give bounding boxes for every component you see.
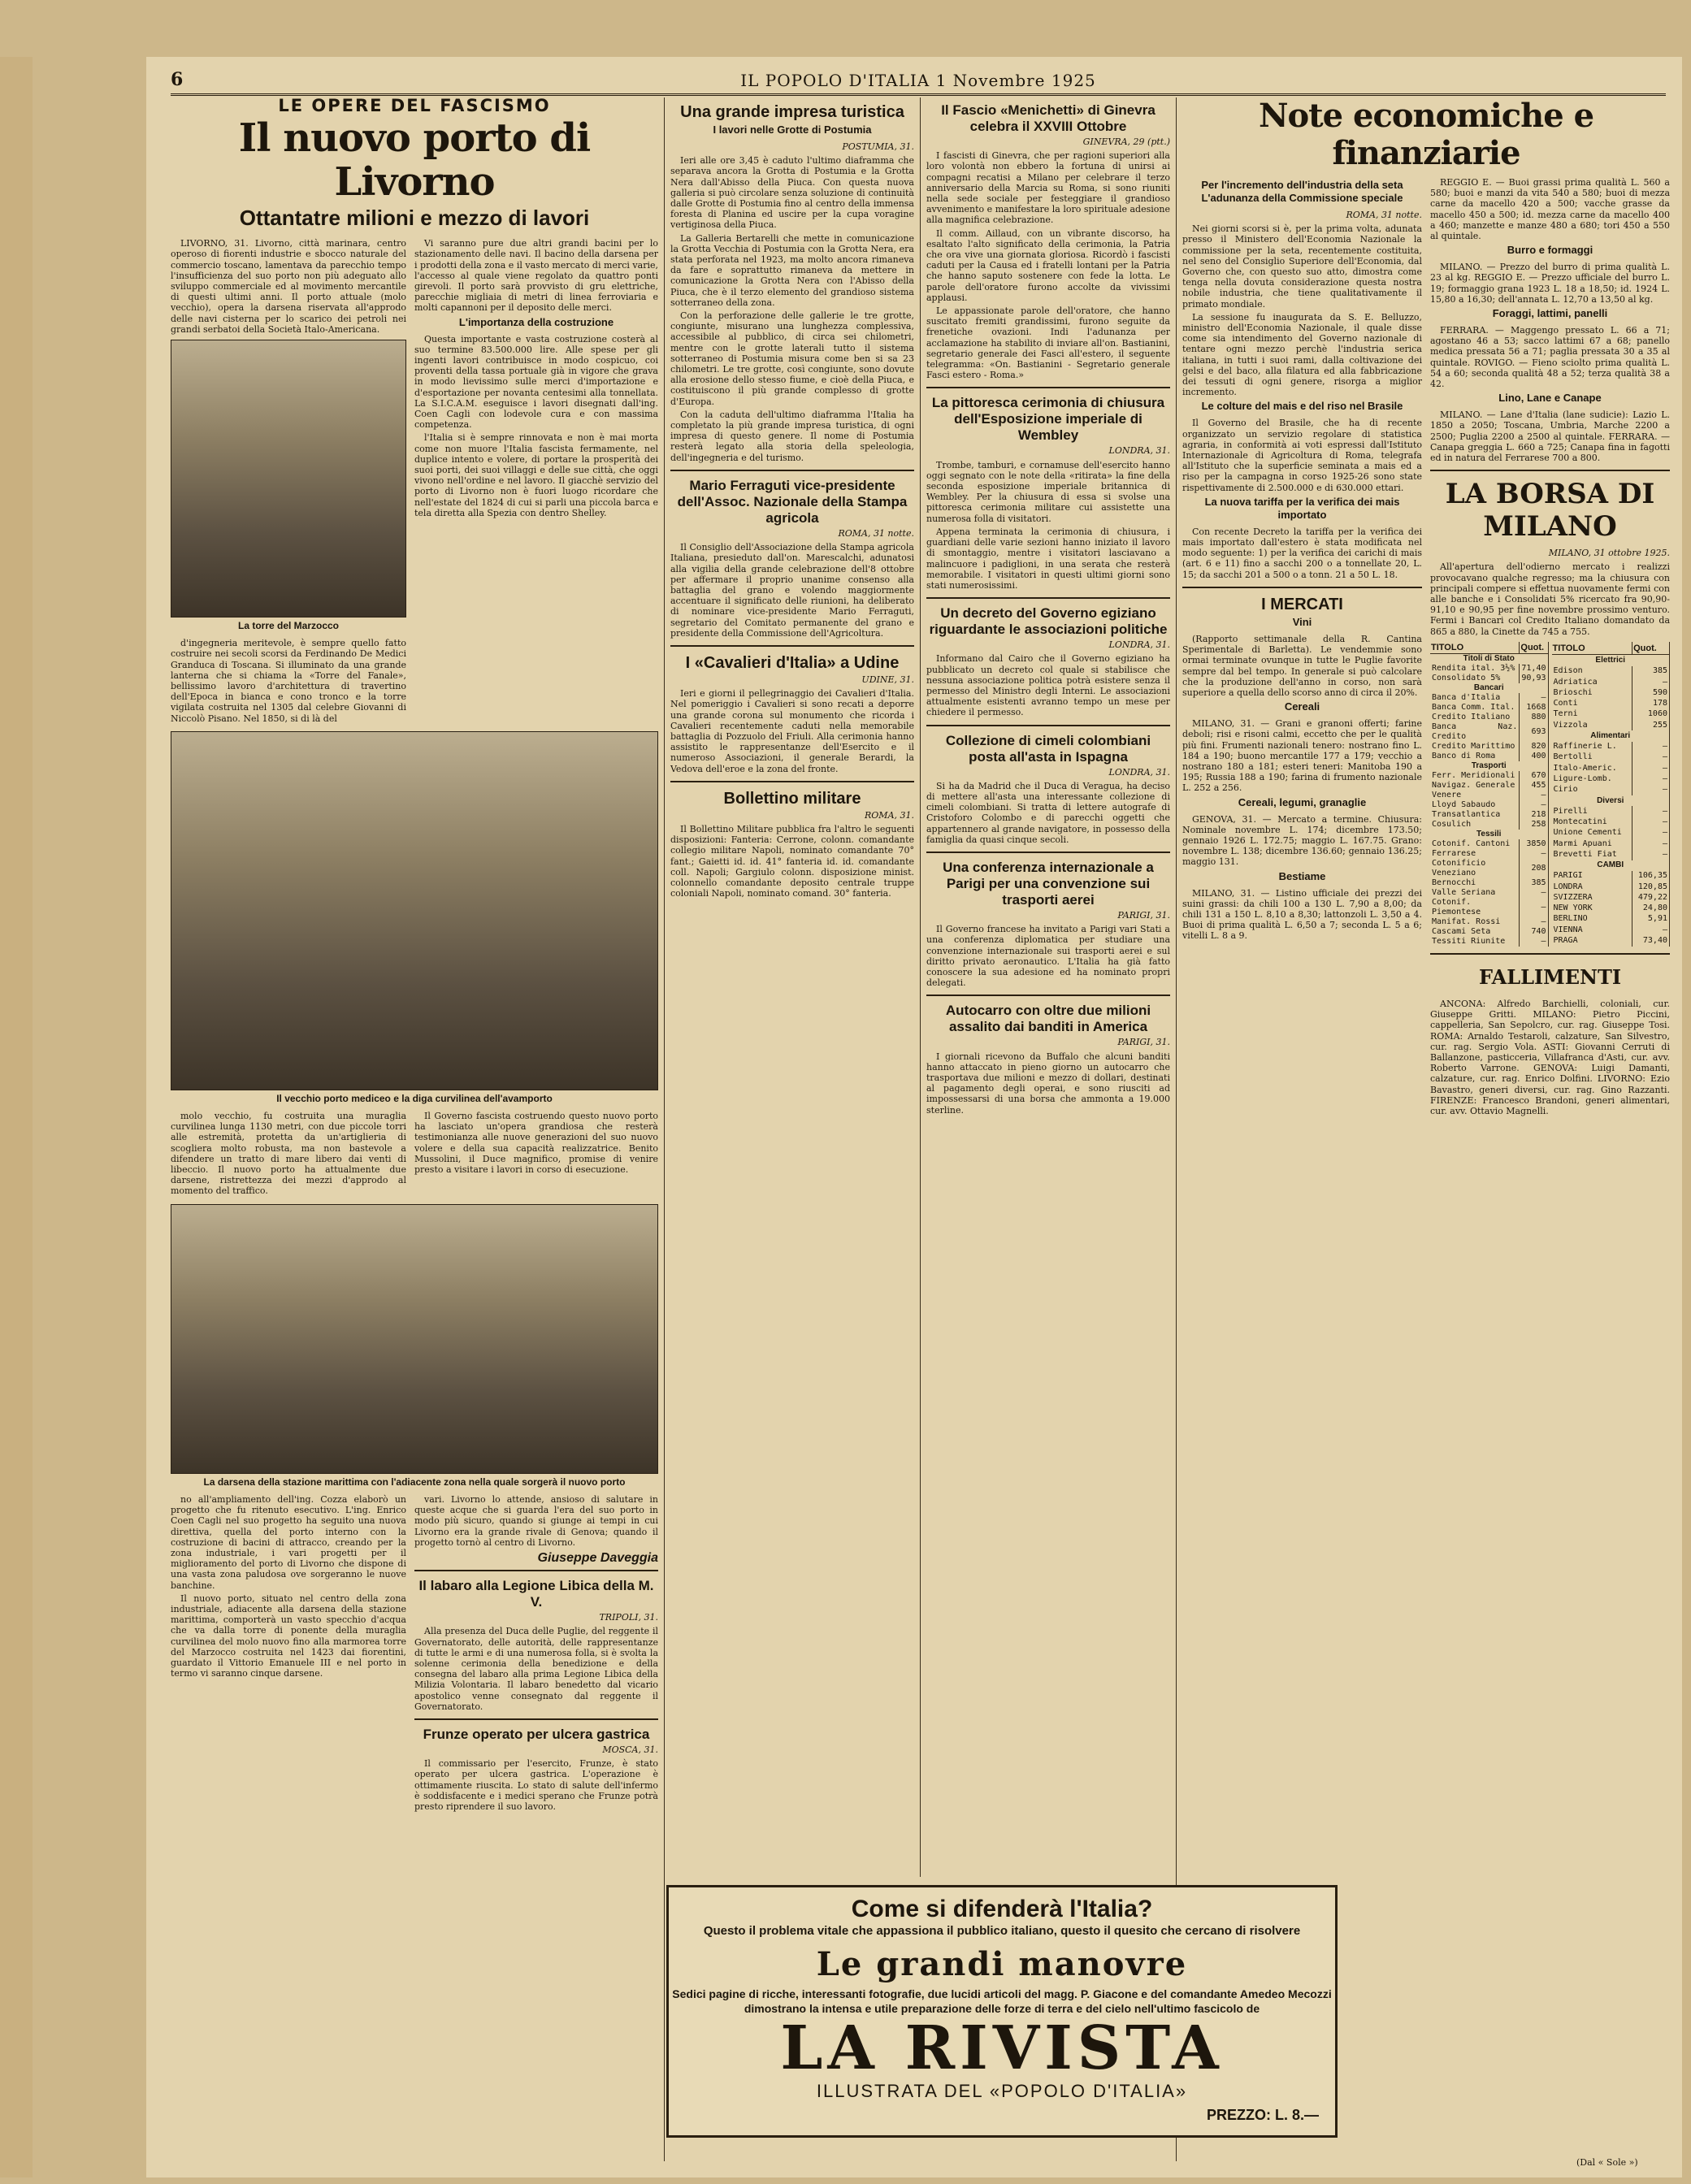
article-paragraph: Informano dal Cairo che il Governo egiziano ha pubblicato un decreto col quale si stabilisce che nessuna associazione politica potrà esistere senza il permesso del Ministro degli Interni. Le associazioni attualmente esistenti avranno tempo un mese per chiedere il permesso. xyxy=(926,653,1170,718)
article-paragraph: vari. Livorno lo attende, ansioso di salutare in queste acque che si guarda l'era del suo porto in modo più sicuro, quando si giunge ai tempi in cui Livorno era la grande rivale di Genova; quando il progetto tornò al centro di Livorno. xyxy=(414,1493,658,1548)
quotation: — xyxy=(1520,800,1548,810)
dateline: PARIGI, 31. xyxy=(1117,1037,1170,1048)
divider xyxy=(926,725,1170,726)
quotation: 5,91 xyxy=(1632,914,1670,925)
security-name: Ferr. Meridionali xyxy=(1430,771,1520,781)
security-name: Bertolli xyxy=(1552,752,1632,763)
article-paragraph: Il Governo francese ha invitato a Parigi vari Stati a una conferenza diplomatica per studiare una convenzione internazionale sui trasporti aerei e sul diritto privato aeronautico. L'Italia ha già fatto conoscere la sua adesione ed ha nominato propri delegati. xyxy=(926,924,1170,989)
table-section-label: Elettrici xyxy=(1552,655,1670,666)
ad-headline: Come si difenderà l'Italia? xyxy=(851,1896,1153,1922)
quotation: — xyxy=(1632,828,1670,838)
grotte-column xyxy=(670,98,914,1877)
quotation: — xyxy=(1520,849,1548,859)
photo-darsena xyxy=(171,1204,658,1474)
security-name: SVIZZERA xyxy=(1552,892,1632,903)
divider xyxy=(1182,587,1422,588)
table-section-label: CAMBI xyxy=(1552,860,1670,871)
quotation: 3850 xyxy=(1520,839,1548,849)
article-paragraph: FERRARA. — Maggengo pressato L. 66 a 71; agostano 46 a 53; sacco lattimi 67 a 68; panello medica pressata 56 a 71; paglia pressata 30 a 35 al quintale. ROVIGO. — Fieno sciolto prima qualità L. 54 a 60; seconda qualità 48 a 52; terza qualità 38 a 42. xyxy=(1430,325,1670,390)
security-name: Credito Italiano xyxy=(1430,713,1520,722)
subheading: Burro e formaggi xyxy=(1507,244,1593,257)
article-title: Il labaro alla Legione Libica della M. V. xyxy=(418,1578,654,1610)
table-row xyxy=(1430,674,1548,683)
article-title: La pittoresca cerimonia di chiusura dell'Esposizione imperiale di Wembley xyxy=(931,395,1165,444)
quotation: — xyxy=(1632,925,1670,935)
article-subtitle: I lavori nelle Grotte di Postumia xyxy=(713,124,872,136)
quotation: — xyxy=(1632,677,1670,687)
article-title: Una conferenza internazionale a Parigi per una convenzione sui trasporti aerei xyxy=(943,859,1154,908)
article-paragraph: Vi saranno pure due altri grandi bacini per lo stazionamento delle navi. Il bacino della darsena per i prodotti della zona e il vasto mercato di merci varie, l'accesso al quale viene regolato da quattro ponti girevoli. Il porto sarà provvisto di gru elettriche, parecchie migliaia di metri di linea ferroviaria e molti capannoni per il deposito delle merci. xyxy=(414,238,658,314)
article-paragraph: Alla presenza del Duca delle Puglie, del reggente il Governatorato, delle autorità, delle rappresentanze di tutte le armi e di una numerosa folla, si è svolta la solenne cerimonia della benedizione e della consegna del labaro alla prima Legione Libica della Milizia Volontaria. Il labaro benedetto dal vicario apostolico venne consegnato dal reggente il Governatorato. xyxy=(414,1626,658,1712)
quotation: 385 xyxy=(1520,878,1548,888)
table-row xyxy=(1552,817,1670,827)
security-name: PRAGA xyxy=(1552,935,1632,947)
divider xyxy=(414,1570,658,1571)
article-paragraph: La sessione fu inaugurata da S. E. Belluzzo, ministro dell'Economia Nazionale, il quale disse come sia intendimento del Governo nazionale di tentare ogni mezzo perchè l'industria serica italiana, in tutti i suoi rami, dalla coltivazione dei gelsi e del baco, alla filatura ed alla fabbricazione dei tessuti di ogni genere, risorga a miglior incremento. xyxy=(1182,311,1422,398)
article-title: Un decreto del Governo egiziano riguardante le associazioni politiche xyxy=(929,605,1168,638)
quotation: — xyxy=(1632,838,1670,849)
subheading: Bestiame xyxy=(1278,869,1326,882)
table-row xyxy=(1552,677,1670,687)
security-name: Bernocchi xyxy=(1430,878,1520,888)
dateline: MOSCA, 31. xyxy=(602,1744,658,1755)
dateline: ROMA, 31 notte. xyxy=(1346,210,1422,220)
table-row xyxy=(1552,892,1670,903)
article-title: Mario Ferraguti vice-presidente dell'Assoc. Nazionale della Stampa agricola xyxy=(677,477,908,526)
article-title: Frunze operato per ulcera gastrica xyxy=(423,1726,650,1742)
dateline: LONDRA, 31. xyxy=(1108,639,1170,651)
page-header xyxy=(171,69,1666,96)
quotation: 106,35 xyxy=(1632,871,1670,882)
table-row xyxy=(1430,703,1548,713)
security-name: Marmi Apuani xyxy=(1552,838,1632,849)
divider xyxy=(926,994,1170,996)
dateline: GINEVRA, 29 (ptt.) xyxy=(1082,136,1170,147)
quotations-table-left xyxy=(1430,642,1549,947)
table-row xyxy=(1552,871,1670,882)
divider xyxy=(926,597,1170,599)
security-name: LONDRA xyxy=(1552,882,1632,892)
table-row xyxy=(1430,859,1548,878)
article-paragraph: Con la perforazione delle gallerie le tre grotte, congiunte, misurano una lunghezza complessiva, accessibile al pubblico, di circa sei chilometri, mentre con le grotte laterali tutto il sistema sotterraneo di Postumia misura come ben si sa 23 chilometri. Le tre grotte, così congiunte, sono dovute alla erosione dello stesso fiume, e cioè della Piuca, e costituiscono il più grande complesso di grotte d'Europa. xyxy=(670,310,914,407)
article-paragraph: Il Bollettino Militare pubblica fra l'altro le seguenti disposizioni: Fanteria: Cerrone, colonn. comandante collegio militare Napoli, nominato comandante 70° fant.; Gaietti id. id. 41° fanteria id. id. comandante coll. Napoli; Gargiulo colonn. disposizione minist. colonnello comandante deposito centrale truppe coloniali Napoli, nominato comand. 30° fanteria. xyxy=(670,823,914,899)
fallimenti-title: FALLIMENTI xyxy=(1478,964,1622,989)
column-header: TITOLO xyxy=(1430,642,1520,654)
table-row xyxy=(1552,785,1670,795)
table-row xyxy=(1552,774,1670,784)
column-header: TITOLO xyxy=(1552,642,1632,655)
article-paragraph: d'ingegneria meritevole, è sempre quello fatto costruire nei secoli scorsi da Ferdinando De Medici Granduca di Toscana. Si illuminato da una grande lanterna che si chiama la «Torre del Fanale», bellissimo lavoro d'architettura di travertino dell'Epoca in bianca e cono tronco e la torre vigilata costruita nel 1305 dal celebre Giovanni di Niccolò Pisano. Nel 1850, si di là del xyxy=(171,638,406,724)
masthead: IL POPOLO D'ITALIA 1 Novembre 1925 xyxy=(740,71,1096,90)
article-paragraph: Ieri e giorni il pellegrinaggio dei Cavalieri d'Italia. Nel pomeriggio i Cavalieri si sono recati a deporre una grande corona sul monumento che ricorda i Cavalieri recentemente caduti nella memorabile battaglia di Pozzuolo del Friuli. Alla cerimonia hanno assistito le rappresentanze dell'Esercito e il numeroso Associazioni, il generale Berardi, la Vedova dell'eroe e la zona del fronte. xyxy=(670,688,914,774)
article-paragraph: Si ha da Madrid che il Duca di Veragua, ha deciso di mettere all'asta una interessante collezione di cimeli colombiani. Si tratta di lettere autografe di Cristoforo Colombo e di parecchi oggetti che appartennero al grande navigatore, in possesso della famiglia da quasi cinque secoli. xyxy=(926,780,1170,845)
article-title: Autocarro con oltre due milioni assalito dai banditi in America xyxy=(945,1003,1151,1035)
ad-price: PREZZO: L. 8.— xyxy=(1206,2107,1319,2123)
divider xyxy=(414,1718,658,1720)
ad-brand-sub: ILLUSTRATA DEL «POPOLO D'ITALIA» xyxy=(816,2081,1188,2101)
table-row xyxy=(1430,722,1548,742)
article-title: Il nuovo porto di Livorno xyxy=(238,115,591,206)
security-name: Brevetti Fiat xyxy=(1552,849,1632,860)
quotation: — xyxy=(1632,752,1670,763)
dateline: ROMA, 31. xyxy=(865,809,914,821)
security-name: Credito Marittimo xyxy=(1430,742,1520,752)
table-row xyxy=(1430,664,1548,674)
table-row xyxy=(1430,917,1548,927)
quotation: 740 xyxy=(1520,927,1548,937)
quotation: 479,22 xyxy=(1632,892,1670,903)
ad-headline-2: Le grandi manovre xyxy=(816,1945,1188,1983)
article-paragraph: REGGIO E. — Buoi grassi prima qualità L. 560 a 580; buoi e manzi da vita 540 a 580; buoi di mezza carne da macello 420 a 500; vacche grasse da macello 450 a 500; id. mezza carne da macello 400 a 460; manzette e manze 480 a 680; tori 450 a 550 al quintale. xyxy=(1430,177,1670,242)
article-paragraph: molo vecchio, fu costruita una muraglia curvilinea lunga 1130 metri, con due piccole torri alle estremità, protetta da un'artiglieria di scogliera molto robusta, ma non bastevole a difendere un tratto di mare libero dai venti di libeccio. Il nuovo porto ha attualmente due darsene, ristrettezza dei mezzi d'approdo al momento del traffico. xyxy=(171,1111,406,1197)
article-paragraph: Appena terminata la cerimonia di chiusura, i guardiani delle varie sezioni hanno iniziato il lavoro di smontaggio, mentre i visitatori lasciavano a malincuore i padiglioni, in una serata che resterà memorabile. I visitatori in questi ultimi giorni sono stati numerosissimi. xyxy=(926,526,1170,591)
section-heading: L'importanza della costruzione xyxy=(458,315,614,328)
security-name: Italo-Americ. xyxy=(1552,763,1632,774)
quotation: 1060 xyxy=(1632,709,1670,720)
security-name: Montecatini xyxy=(1552,817,1632,827)
security-name: Vizzola xyxy=(1552,720,1632,730)
article-paragraph: MILANO. — Lane d'Italia (lane sudicie): Lazio L. 1850 a 2050; Toscana, Umbria, Marche 2200 a 2500; Puglia 2200 a 2500 al quintale. FERRARA. — Canapa greggia L. 660 a 725; Canapa fina in fagotti ed in natura del Ferrarese 700 a 800. xyxy=(1430,410,1670,464)
article-paragraph: no all'ampliamento dell'ing. Cozza elaborò un progetto che fu ritenuto esecutivo. L'ing. Enrico Coen Cagli nel suo progetto ha seguito una nuova direttiva, quella del porto interno con la costruzione di bacini di attracco, creando per la zona industriale, i vari progetti per il miglioramento del porto di Livorno che dispone di una vasta zona paludosa ove sorgeranno le nuove banchine. xyxy=(171,1493,406,1591)
article-title: Le colture del mais e del riso nel Brasile xyxy=(1201,400,1403,413)
article-paragraph: LIVORNO, 31. Livorno, città marinara, centro operoso di fiorenti industrie e sbocco naturale del commercio toscano, lamentava da parecchio tempo l'insufficienza del suo porto non più adeguato allo sviluppo commerciale ed al movimento mercantile di questi ultimi anni. Il porto attuale (molo vecchio), opera la darsena riservata all'approdo delle navi cisterna per lo scarico dei petroli nei grandi serbatoi della Società Italo-Americana. xyxy=(171,238,406,335)
article-paragraph: Ieri alle ore 3,45 è caduto l'ultimo diaframma che separava ancora la Grotta di Postumia e la Grotta Nera dall'Abisso della Piuca. Con questa nuova galleria si può circolare senza soluzione di continuità dalle Grotte di Postumia fino al centro della immensa foresta di Planina ed uscire per la cupa voragine vertiginosa della Piuca. xyxy=(670,155,914,231)
table-row xyxy=(1552,914,1670,925)
quotation: 255 xyxy=(1632,720,1670,730)
table-row xyxy=(1430,849,1548,859)
column-header: Quot. xyxy=(1520,642,1548,654)
security-name: VIENNA xyxy=(1552,925,1632,935)
quotation: 73,40 xyxy=(1632,935,1670,947)
ginevra-column xyxy=(926,98,1170,1877)
security-name: Transatlantica xyxy=(1430,810,1520,820)
article-title: I «Cavalieri d'Italia» a Udine xyxy=(685,653,900,672)
security-name: Banca Naz. Credito xyxy=(1430,722,1520,742)
table-row xyxy=(1430,771,1548,781)
livorno-article xyxy=(171,98,658,2153)
article-paragraph: Il Consiglio dell'Associazione della Stampa agricola Italiana, presieduto dall'on. Marescalchi, adunatosi alla vigilia della grande celebrazione dell'8 ottobre per affermare il proprio unanime consenso alla battaglia del grano e volendo maggiormente accentuare il significato delle riunioni, ha deliberato di nominare vice-presidente Mario Ferraguti, segretario del Comitato permanente del grano e presidente della Commissione dell'Agricoltura. xyxy=(670,542,914,639)
ad-text: Sedici pagine di ricche, interessanti fotografie, due lucidi articoli del magg. P. Giacone e del comandante Amedeo Mecozzi dimostrano la intensa e utile preparazione delle forze di terra e del cielo nell'ultimo fascicolo de xyxy=(672,1987,1332,2015)
divider xyxy=(926,852,1170,853)
article-paragraph: (Rapporto settimanale della R. Cantina Sperimentale di Barletta). Le vendemmie sono ormai terminate ovunque in tutte le Puglie favorite sempre dal bel tempo. In generale si può calcolare che la produzione dell'anno in corso, non sarà superiore a quella dello scorso anno di circa il 20%. xyxy=(1182,633,1422,698)
dateline: LONDRA, 31. xyxy=(1108,766,1170,778)
security-name: Cotonificio Veneziano xyxy=(1430,859,1520,878)
article-paragraph: Con la caduta dell'ultimo diaframma l'Italia ha completato la più grande impresa turistica, di ogni impresa di questo genere. Il nome di Postumia resterà legato alla storia della speleologia, dell'ingegneria e del turismo. xyxy=(670,409,914,463)
article-title: Una grande impresa turistica xyxy=(680,103,904,121)
page-fold xyxy=(0,57,33,2178)
security-name: Consolidato 5% xyxy=(1430,674,1520,683)
security-name: Adriatica xyxy=(1552,677,1632,687)
quotation: 400 xyxy=(1520,752,1548,761)
article-paragraph: All'apertura dell'odierno mercato i realizzi provocavano qualche regresso; ma la chiusura con principali compere si effettua nuovamente fermi con alle banche e i Consolidati 5% ricercato fra 90,90-91,10 e 90,95 per fine novembre prossimo venturo. Fermi i Bancari col Credito Italiano domandato da 865 a 880, la Cinette da 745 a 755. xyxy=(1430,561,1670,637)
security-name: Banco di Roma xyxy=(1430,752,1520,761)
dateline: UDINE, 31. xyxy=(861,674,914,685)
table-row xyxy=(1430,713,1548,722)
column-rule xyxy=(920,98,921,1877)
quotation: 590 xyxy=(1632,687,1670,698)
article-paragraph: MILANO. — Prezzo del burro di prima qualità L. 23 al kg. REGGIO E. — Prezzo ufficiale del burro L. 19; formaggio grana 1923 L. 18 a 18,50; id. 1924 L. 15,80 a 16,30; dell'annata L. 12,70 a 13,50 al kg. xyxy=(1430,262,1670,305)
source-note: (Dal « Sole ») xyxy=(1576,2157,1638,2168)
table-row xyxy=(1430,752,1548,761)
quotation: 670 xyxy=(1520,771,1548,781)
page-number: 6 xyxy=(171,69,184,90)
author-signature: Giuseppe Daveggia xyxy=(537,1550,658,1565)
section-heading: I MERCATI xyxy=(1261,595,1343,613)
table-row xyxy=(1430,791,1548,800)
table-row xyxy=(1430,742,1548,752)
subheading: Vini xyxy=(1292,615,1312,628)
security-name: Navigaz. Generale xyxy=(1430,781,1520,791)
quotation: 71,40 xyxy=(1520,664,1548,674)
security-name: Conti xyxy=(1552,699,1632,709)
table-row xyxy=(1552,925,1670,935)
article-paragraph: Il Governo del Brasile, che ha di recente organizzato un servizio regolare di statistica agraria, in conformità ai voti espressi dall'Istituto Internazionale di Agricoltura di Roma, telegrafa all'Istituto che la superficie seminata a mais ed a riso per la campagna in corso 1925-26 sono state rispettivamente di 2.500.000 e di 630.000 ettari. xyxy=(1182,418,1422,493)
article-paragraph: Questa importante e vasta costruzione costerà al suo termine 83.500.000 lire. Alle spese per gli ingenti lavori contribuisce in modo cospicuo, coi proventi della tassa portuale già in vigore che grava in modo lievissimo sulle merci d'importazione e d'esportazione per novanta centesimi alla tonnellata. La S.I.C.A.M. eseguisce i lavori disegnati dall'ing. Coen Cagli con lodevole cura e con massima competenza. xyxy=(414,333,658,431)
security-name: Raffinerie L. xyxy=(1552,742,1632,752)
security-name: Cascami Seta xyxy=(1430,927,1520,937)
article-title: Il Fascio «Menichetti» di Ginevra celebra il XXVIII Ottobre xyxy=(941,102,1156,134)
article-paragraph: Nei giorni scorsi si è, per la prima volta, adunata presso il Ministero dell'Economia Nazionale la commissione per la seta, recentemente costituita, nel seno del Consiglio Superiore dell'Economia, dal Governo che, con questo suo atto, dimostra come tenga nella dovuta considerazione questa nostra nobile industria, che tiene qualitativamente il primato mondiale. xyxy=(1182,223,1422,310)
security-name: Valle Seriana xyxy=(1430,888,1520,898)
table-section-label: Bancari xyxy=(1430,683,1548,693)
article-paragraph: Il comm. Aillaud, con un vibrante discorso, ha esaltato l'alto significato della cerimonia, la Patria che ora vive una giornata gloriosa. Ricordò i fascisti caduti per la Causa ed i fratelli lontani per la Patria che hanno saputo sostenere con fede la lotta. Le parole dell'oratore furono accolte da vivissimi applausi. xyxy=(926,228,1170,303)
column-rule xyxy=(664,98,665,2161)
table-row xyxy=(1430,800,1548,810)
economia-section xyxy=(1182,98,1670,2153)
quotation: — xyxy=(1520,791,1548,800)
article-paragraph: I giornali ricevono da Buffalo che alcuni banditi hanno attaccato in pieno giorno un autocarro che trasportava due milioni e mezzo di dollari, destinati al pagamento degli operai, e sono riusciti ad impossessarsi di una borsa che ammonta a 19.000 sterline. xyxy=(926,1051,1170,1116)
article-title: La nuova tariffa per la verifica dei mais importato xyxy=(1204,495,1400,521)
article-paragraph: Il nuovo porto, situato nel centro della zona industriale, adiacente alla darsena della stazione marittima, comporterà un vasto specchio d'acqua che va dalla torre di ponente della muraglia curvilinea del molo nuovo fino alla marmorea torre del Marzocco costruita nel 1423 dai fiorentini, guardato il Vittorio Emanuele III e nel porto in termo vi saranno cinque darsene. xyxy=(171,1592,406,1679)
quotation: 455 xyxy=(1520,781,1548,791)
article-paragraph: Trombe, tamburi, e cornamuse dell'esercito hanno oggi segnato con le note della «ritirata» la fine della seconda esposizione imperiale britannica di Wembley. Per la chiusura di essa si svolse una pittoresca cerimonia militare cui assistette una numerosa folla di visitatori. xyxy=(926,459,1170,524)
table-row xyxy=(1430,810,1548,820)
security-name: Banca d'Italia xyxy=(1430,693,1520,703)
article-paragraph: ANCONA: Alfredo Barchielli, coloniali, cur. Giuseppe Gritti. MILANO: Pietro Piccini, cappelleria, San Sepolcro, cur. rag. Giuseppe Tosi. ROMA: Arnaldo Testaroli, calzature, San Silvestro, cur. rag. Sergio Vola. ASTI: Giovanni Cerruti di Ballanzone, pasticceria, Villafranca d'Asti, cur. avv. Roberto Varrone. GENOVA: Luigi Damanti, calzature, cur. rag. Enrico Dolfini. LIVORNO: Ezio Bavastro, generi diversi, cur. rag. Gino Razzanti. FIRENZE: Francesco Brandoni, generi alimentari, cur. avv. Ottavio Magnelli. xyxy=(1430,998,1670,1116)
table-row xyxy=(1552,838,1670,849)
table-row xyxy=(1552,882,1670,892)
article-paragraph: Le appassionate parole dell'oratore, che hanno suscitato fremiti grandissimi, furono seguite da frenetiche ovazioni. Indi l'adunanza per acclamazione ha stabilito di inviare all'on. Bastianini, segretario generale dei Fasci all'estero, il seguente telegramma: «On. Bastianini - Segretario generale Fasci estero - Roma.» xyxy=(926,306,1170,381)
security-name: Terni xyxy=(1552,709,1632,720)
table-row xyxy=(1430,888,1548,898)
article-paragraph: Il commissario per l'esercito, Frunze, è stato operato per ulcera gastrica. L'operazione è ottimamente riuscita. Lo stato di salute dell'infermo è soddisfacente e i medici sperano che Frunze potrà presto riprendere il suo lavoro. xyxy=(414,1758,658,1812)
security-name: Lloyd Sabaudo xyxy=(1430,800,1520,810)
quotation: — xyxy=(1632,763,1670,774)
table-row xyxy=(1430,781,1548,791)
security-name: Cirio xyxy=(1552,785,1632,795)
table-section-label: Titoli di Stato xyxy=(1430,653,1548,664)
quotation: 880 xyxy=(1520,713,1548,722)
quotation: 693 xyxy=(1520,722,1548,742)
table-row xyxy=(1552,742,1670,752)
quotation: 218 xyxy=(1520,810,1548,820)
borsa-title: LA BORSA DI MILANO xyxy=(1445,478,1655,544)
security-name: NEW YORK xyxy=(1552,904,1632,914)
article-paragraph: MILANO, 31. — Listino ufficiale dei prezzi dei suini grassi: da chili 100 a 130 L. 7,90 a 8,00; da chili 131 a 150 L. 8,10 a 8,30; lattonzoli L. 3,50 a 4. Buoi di prima qualità L. 6,50 a 7; seconda L. 5 a 6; vitelli L. 8 a 9. xyxy=(1182,887,1422,942)
quotation: — xyxy=(1520,917,1548,927)
photo-caption: Il vecchio porto mediceo e la diga curvilinea dell'avamporto xyxy=(276,1092,553,1104)
security-name: Edison xyxy=(1552,666,1632,677)
table-row xyxy=(1552,904,1670,914)
dateline: POSTUMIA, 31. xyxy=(842,141,914,152)
table-row xyxy=(1430,937,1548,947)
table-row xyxy=(1430,693,1548,703)
photo-torre-marzocco xyxy=(171,340,406,618)
article-paragraph: MILANO, 31. — Grani e granoni offerti; farine deboli; risi e risoni calmi, eccetto che per le qualità più fini. Frumenti nazionali tenero: nostrano fino L. 184 a 190; buono mercantile 177 a 179; vecchio a nostrano 180 a 181; esteri teneri: Manitoba 190 a 195; Russia 188 a 190; farina di frumento nazionale L. 252 a 256. xyxy=(1182,718,1422,794)
table-row xyxy=(1552,828,1670,838)
article-title: Bollettino militare xyxy=(723,789,861,808)
subheading: Foraggi, lattimi, panelli xyxy=(1492,307,1608,320)
quotation: 820 xyxy=(1520,742,1548,752)
dateline: LONDRA, 31. xyxy=(1108,445,1170,457)
article-paragraph: I fascisti di Ginevra, che per ragioni superiori alla loro volontà non ebbero la fortuna di unirsi ai compagni recatisi a Milano per celebrare il terzo anniversario della Marcia su Roma, si sono riuniti nella sede sociale per festeggiare il grandioso avvenimento e manifestare la loro spirituale adesione alla magnifica celebrazione. xyxy=(926,150,1170,226)
photo-caption: La darsena della stazione marittima con l'adiacente zona nella quale sorgerà il nuovo porto xyxy=(203,1476,626,1488)
column-rule xyxy=(1176,98,1177,2161)
table-section-label: Trasporti xyxy=(1430,761,1548,771)
quotation: — xyxy=(1632,817,1670,827)
article-subtitle: Ottantatre milioni e mezzo di lavori xyxy=(239,206,590,231)
section-kicker: LE OPERE DEL FASCISMO xyxy=(278,98,551,115)
security-name: Rendita ital. 3½% xyxy=(1430,664,1520,674)
security-name: Pirelli xyxy=(1552,806,1632,817)
divider xyxy=(670,781,914,782)
table-row xyxy=(1430,839,1548,849)
quotation: — xyxy=(1520,693,1548,703)
column-header: Quot. xyxy=(1632,642,1670,655)
article-paragraph: Con recente Decreto la tariffa per la verifica dei mais importato dall'estero è stata modificata nel modo seguente: 1) per la verifica dei carichi di mais (art. 6 e 11) fino a sacchi 200 o a tonnellate 20, L. 15; da sacchi 201 a 500 o a tonn. 21 a 50 L. 18. xyxy=(1182,526,1422,580)
divider xyxy=(670,645,914,647)
quotation: — xyxy=(1632,849,1670,860)
divider xyxy=(1430,953,1670,955)
subheading: Cereali xyxy=(1284,700,1320,713)
subheading: Lino, Lane e Canape xyxy=(1498,392,1602,405)
dateline: MILANO, 31 ottobre 1925. xyxy=(1548,548,1670,559)
security-name: Brioschi xyxy=(1552,687,1632,698)
quotations-table-right xyxy=(1552,642,1671,947)
quotation: 24,80 xyxy=(1632,904,1670,914)
divider xyxy=(670,470,914,471)
quotation: 120,85 xyxy=(1632,882,1670,892)
dateline: ROMA, 31 notte. xyxy=(838,527,914,539)
table-row xyxy=(1430,820,1548,830)
quotation: 258 xyxy=(1520,820,1548,830)
table-row xyxy=(1552,763,1670,774)
article-title: Collezione di cimeli colombiani posta all'asta in Ispagna xyxy=(945,732,1151,765)
quotation: — xyxy=(1520,898,1548,917)
table-row xyxy=(1430,878,1548,888)
section-title: Note economiche e finanziarie xyxy=(1258,98,1594,172)
table-row xyxy=(1552,687,1670,698)
quotation: 385 xyxy=(1632,666,1670,677)
security-name: Manifat. Rossi xyxy=(1430,917,1520,927)
photo-caption: La torre del Marzocco xyxy=(237,620,340,632)
table-row xyxy=(1552,666,1670,677)
quotation: 208 xyxy=(1520,859,1548,878)
security-name: Ferrarese xyxy=(1430,849,1520,859)
security-name: Cotonif. Piemontese xyxy=(1430,898,1520,917)
security-name: Tessiti Riunite xyxy=(1430,937,1520,947)
table-row xyxy=(1430,898,1548,917)
article-title: Per l'incremento dell'industria della seta L'adunanza della Commissione speciale xyxy=(1201,179,1403,204)
table-row xyxy=(1430,927,1548,937)
article-paragraph: Il Governo fascista costruendo questo nuovo porto ha lasciato un'opera grandiosa che resterà testimonianza alle nuove generazioni del suo nuovo volere e della sua capacità realizzatrice. Benito Mussolini, il Duce magnifico, promise di venire presto a visitare i lavori in corso di esecuzione. xyxy=(414,1111,658,1176)
subheading: Cereali, legumi, granaglie xyxy=(1238,795,1367,808)
quotation: — xyxy=(1632,806,1670,817)
security-name: PARIGI xyxy=(1552,871,1632,882)
ad-text: Questo il problema vitale che appassiona il pubblico italiano, questo il quesito che cercano di risolvere xyxy=(703,1924,1301,1938)
table-section-label: Tessili xyxy=(1430,830,1548,839)
table-row xyxy=(1552,935,1670,947)
security-name: Venere xyxy=(1430,791,1520,800)
article-paragraph: GENOVA, 31. — Mercato a termine. Chiusura: Nominale novembre L. 174; dicembre 173.50; gennaio 1926 L. 172.75; maggio L. 167.75. Grano: novembre L. 138; dicembre 136.60; gennaio 136.25; maggio 131. xyxy=(1182,813,1422,868)
security-name: Cosulich xyxy=(1430,820,1520,830)
quotation: — xyxy=(1520,937,1548,947)
table-row xyxy=(1552,699,1670,709)
dateline: TRIPOLI, 31. xyxy=(599,1612,658,1623)
quotation: — xyxy=(1632,785,1670,795)
divider xyxy=(926,387,1170,388)
quotation: 1668 xyxy=(1520,703,1548,713)
table-section-label: Alimentari xyxy=(1552,730,1670,741)
table-row xyxy=(1552,752,1670,763)
security-name: Banca Comm. Ital. xyxy=(1430,703,1520,713)
table-row xyxy=(1552,806,1670,817)
table-row xyxy=(1552,709,1670,720)
table-section-label: Diversi xyxy=(1552,795,1670,806)
ad-brand: LA RIVISTA xyxy=(780,2013,1224,2083)
article-paragraph: La Galleria Bertarelli che mette in comunicazione la Grotta Vecchia di Postumia con la Grotta Nera, era stata perforata nel 1923, ma molto ancora rimaneva da fare e soprattutto rimaneva da mettere in comunicazione la Grotta Nera con l'Abisso della Piuca, che è il terzo elemento del grandioso sistema sotterraneo della zona. xyxy=(670,232,914,308)
quotation: 90,93 xyxy=(1520,674,1548,683)
advertisement-la-rivista xyxy=(666,1885,1338,2138)
quotation: — xyxy=(1520,888,1548,898)
table-row xyxy=(1552,849,1670,860)
divider xyxy=(1430,470,1670,471)
security-name: Cotonif. Cantoni xyxy=(1430,839,1520,849)
quotation: — xyxy=(1632,774,1670,784)
photo-porto-mediceo xyxy=(171,731,658,1090)
security-name: BERLINO xyxy=(1552,914,1632,925)
quotation: 178 xyxy=(1632,699,1670,709)
security-name: Unione Cementi xyxy=(1552,828,1632,838)
table-row xyxy=(1552,720,1670,730)
dateline: PARIGI, 31. xyxy=(1117,909,1170,921)
quotation: — xyxy=(1632,742,1670,752)
security-name: Ligure-Lomb. xyxy=(1552,774,1632,784)
article-paragraph: l'Italia si è sempre rinnovata e non è mai morta come non muore l'Italia fascista fermamente, nel duplice intento e volere, di portare la prosperità dei suoi porti, dei suoi villaggi e delle sue città, che oggi vivono nell'ordine e nel lavoro. Il giacchè servizio del porto di Livorno non è fuori luogo ricordare che nell'estate del 1824 di cui si parli una piccola barca e tela diretta alla Spezia con dentro Shelley. xyxy=(414,432,658,518)
